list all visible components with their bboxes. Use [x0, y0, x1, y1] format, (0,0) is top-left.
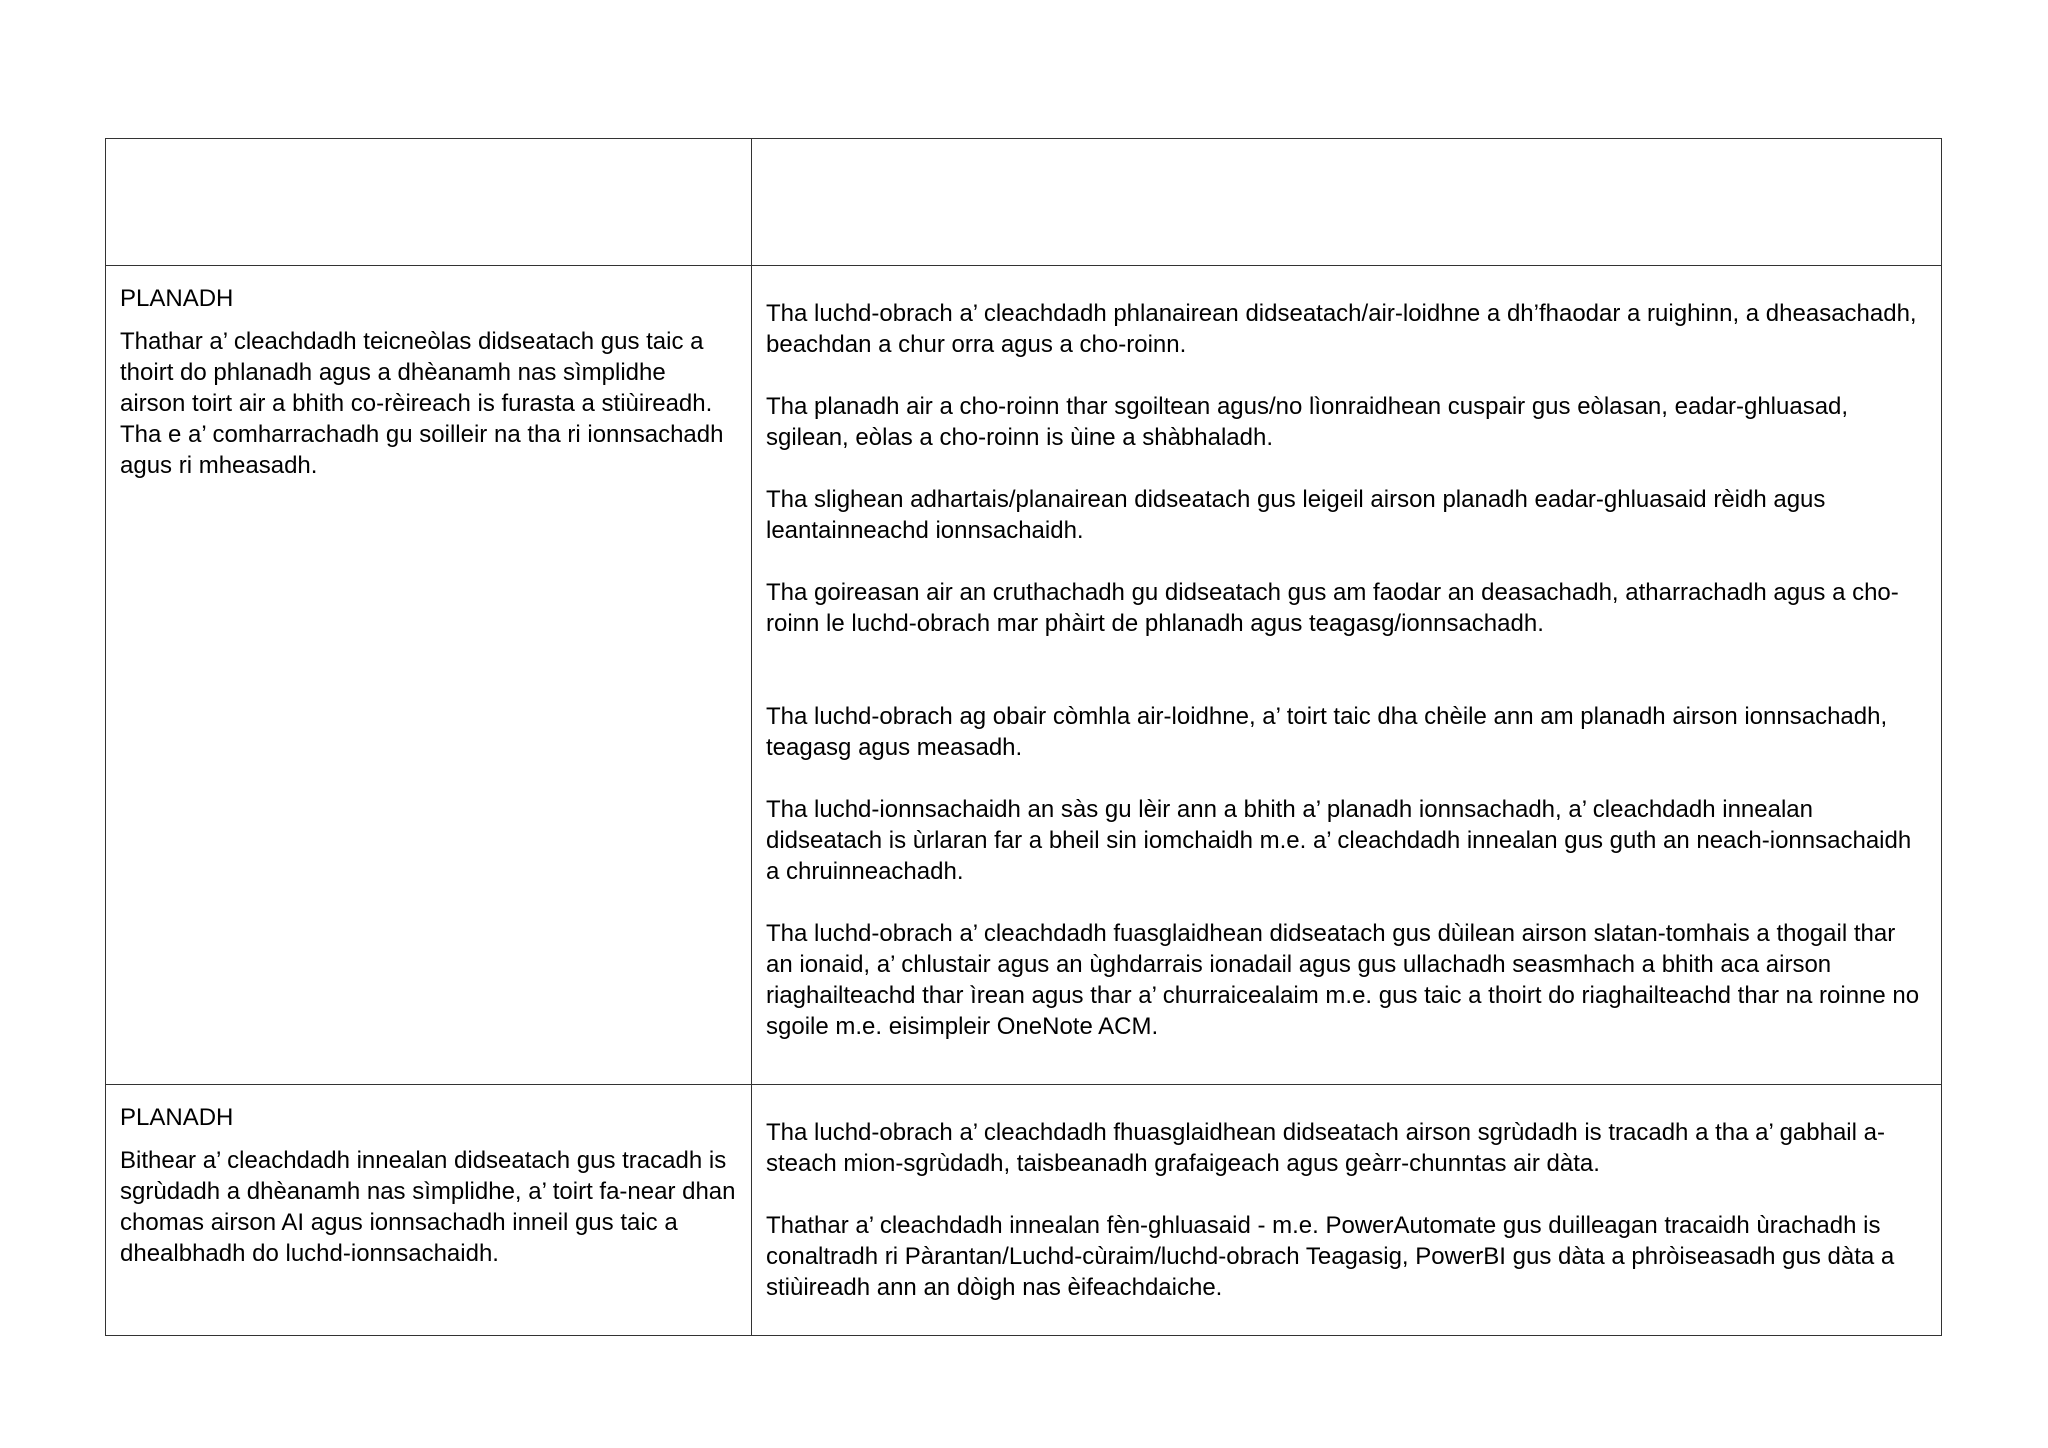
section-description: Thathar a’ cleachdadh teicneòlas didseatach gus taic a thoirt do phlanadh agus a dhèanamh nas sìmplidhe airson toirt air a bhith co-rèireach is furasta a stiùireadh. Tha e a’ comharrachadh gu soilleir na tha ri ionnsachadh agus ri mheasadh. [120, 328, 724, 479]
table-row [106, 1085, 1942, 1336]
table-header-row [106, 139, 1942, 266]
paragraph: Tha luchd-obrach ag obair còmhla air-loidhne, a’ toirt taic dha chèile ann am planadh airson ionnsachadh, teagasg agus measadh. [766, 703, 1888, 761]
section-heading: PLANADH [120, 1104, 234, 1131]
table-row [106, 266, 1942, 1085]
paragraph: Tha luchd-obrach a’ cleachdadh fhuasglaidhean didseatach airson sgrùdadh is tracadh a tha a’ gabhail a-steach mion-sgrùdadh, taisbeanadh grafaigeach agus geàrr-chunntas air dàta. [766, 1119, 1885, 1177]
row-1-right-cell [752, 266, 1942, 1085]
paragraph: Tha luchd-ionnsachaidh an sàs gu lèir ann a bhith a’ planadh ionnsachadh, a’ cleachdadh innealan didseatach is ùrlaran far a bheil sin iomchaidh m.e. a’ cleachdadh innealan gus guth an neach-ionnsachaidh a chruinneachadh. [766, 796, 1912, 885]
header-cell-right [752, 139, 1942, 266]
paragraph: Tha planadh air a cho-roinn thar sgoiltean agus/no lìonraidhean cuspair gus eòlasan, eadar-ghluasad, sgilean, eòlas a cho-roinn is ùine a shàbhaladh. [766, 393, 1849, 451]
row-1-left-cell [106, 266, 752, 1085]
section-heading: PLANADH [120, 285, 234, 312]
paragraph: Tha luchd-obrach a’ cleachdadh fuasglaidhean didseatach gus dùilean airson slatan-tomhais a thogail thar an ionaid, a’ chlustair agus an ùghdarrais ionadail agus gus ullachadh seasmhach a bhith aca airson riaghailteachd thar ìrean agus thar a’ churraicealaim m.e. gus taic a thoirt do riaghailteachd thar na roinne no sgoile m.e. eisimpleir OneNote ACM. [766, 920, 1920, 1040]
row-2-left-cell [106, 1085, 752, 1336]
paragraph: Thathar a’ cleachdadh innealan fèn-ghluasaid - m.e. PowerAutomate gus duilleagan tracaidh ùrachadh is conaltradh ri Pàrantan/Luchd-cùraim/luchd-obrach Teagasig, PowerBI gus dàta a phròiseasadh gus dàta a stiùireadh ann an dòigh nas èifeachdaiche. [766, 1212, 1895, 1301]
row-2-right-cell [752, 1085, 1942, 1336]
paragraph: Tha luchd-obrach a’ cleachdadh phlanairean didseatach/air-loidhne a dh’fhaodar a ruighinn, a dheasachadh, beachdan a chur orra agus a cho-roinn. [766, 300, 1917, 358]
header-cell-left [106, 139, 752, 266]
paragraph: Tha goireasan air an cruthachadh gu didseatach gus am faodar an deasachadh, atharrachadh agus a cho-roinn le luchd-obrach mar phàirt de phlanadh agus teagasg/ionnsachadh. [766, 579, 1899, 637]
section-description: Bithear a’ cleachdadh innealan didseatach gus tracadh is sgrùdadh a dhèanamh nas sìmplidhe, a’ toirt fa-near dhan chomas airson AI agus ionnsachadh inneil gus taic a dhealbhadh do luchd-ionnsachaidh. [120, 1147, 736, 1267]
paragraph: Tha slighean adhartais/planairean didseatach gus leigeil airson planadh eadar-ghluasaid rèidh agus leantainneachd ionnsachaidh. [766, 486, 1826, 544]
planning-table [105, 138, 1942, 1336]
